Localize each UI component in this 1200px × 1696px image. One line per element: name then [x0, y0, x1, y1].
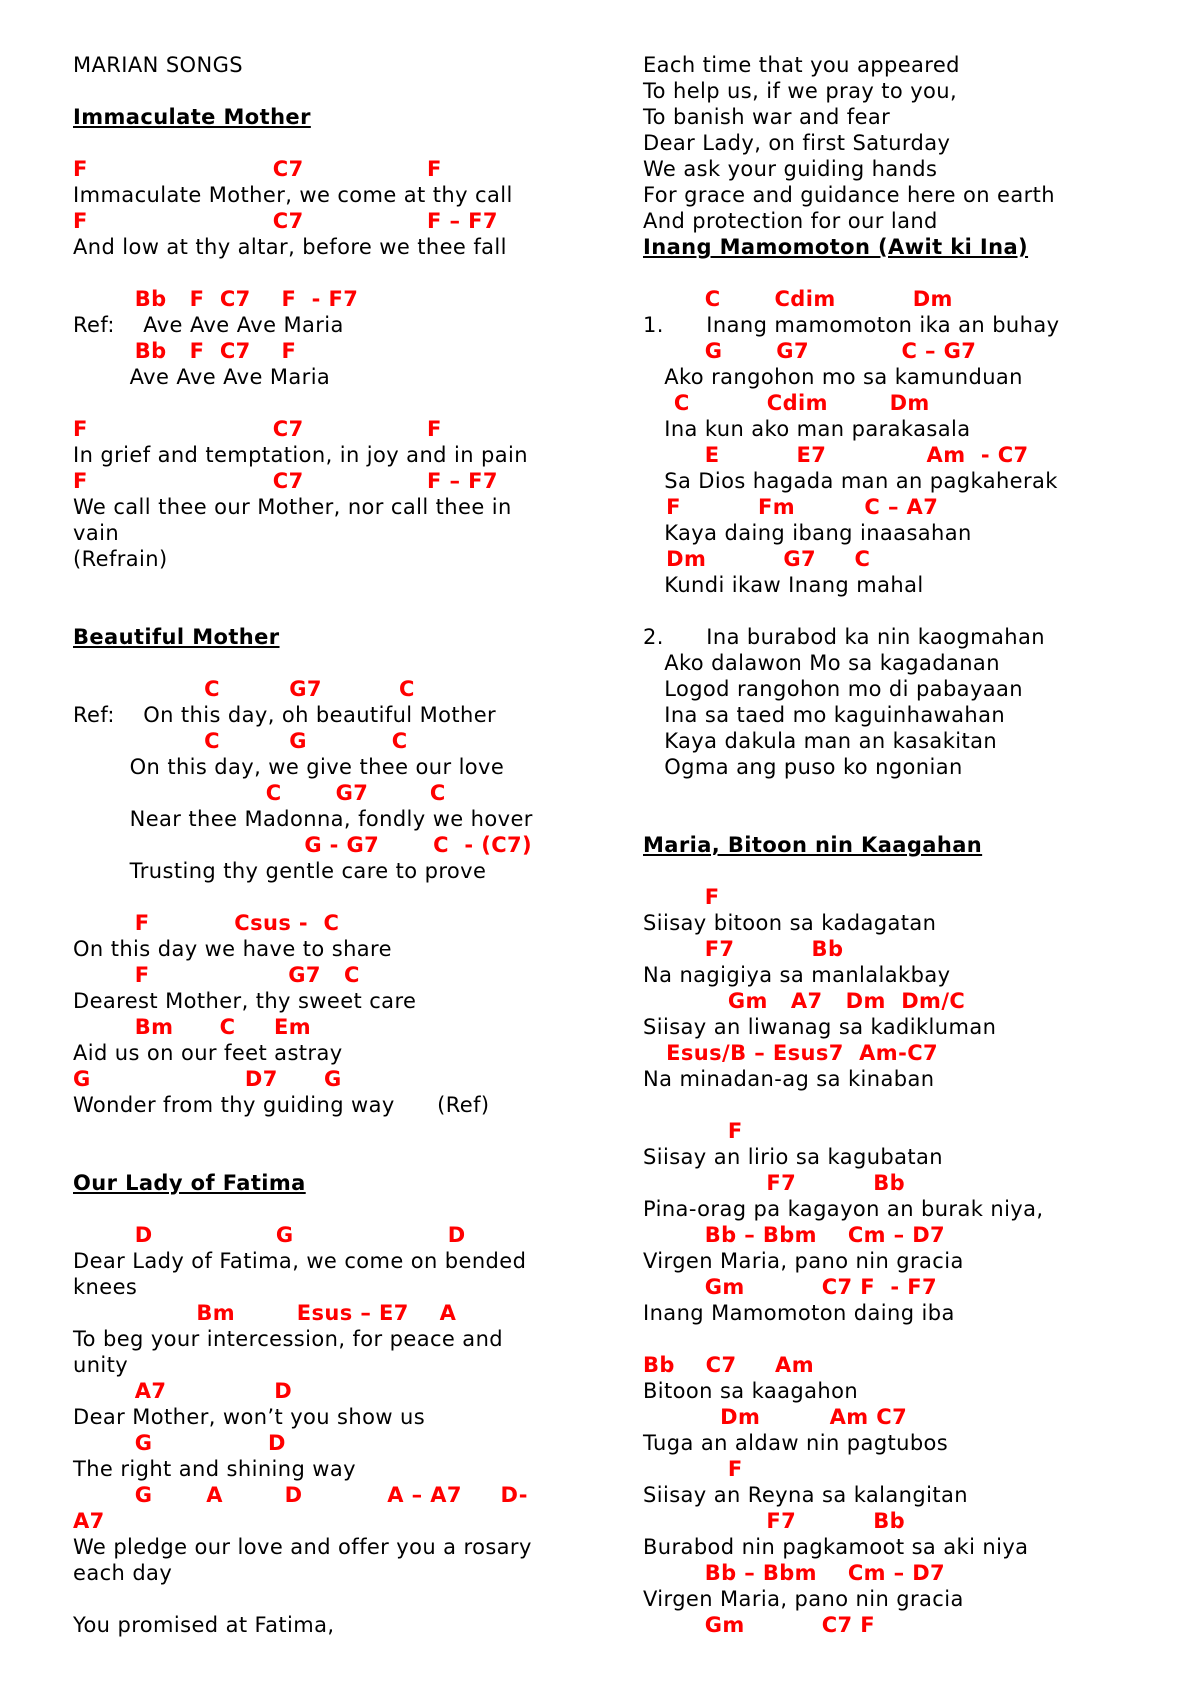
lyric-line: To help us, if we pray to you,	[643, 79, 958, 103]
lyric-line: To beg your intercession, for peace and	[73, 1327, 504, 1351]
chord-line: Dm Am C7	[643, 1405, 908, 1429]
lyric-line: Tuga an aldaw nin pagtubos	[643, 1431, 949, 1455]
lyric-line: Ogma ang puso ko ngonian	[643, 755, 963, 779]
lyric-line: Virgen Maria, pano nin gracia	[643, 1249, 964, 1273]
document-title: MARIAN SONGS	[73, 53, 243, 77]
lyric-line: Ref: Ave Ave Ave Maria	[73, 313, 344, 337]
lyric-line: Near thee Madonna, fondly we hover	[73, 807, 533, 831]
lyric-line: Immaculate Mother, we come at thy call	[73, 183, 513, 207]
lyric-line: Ako dalawon Mo sa kagadanan	[643, 651, 1000, 675]
chord-line: Gm C7 F	[643, 1613, 875, 1637]
lyric-line: You promised at Fatima,	[73, 1613, 335, 1637]
blank-line	[73, 884, 593, 910]
blank-line	[643, 260, 1163, 286]
chord-line: F Fm C – A7	[643, 495, 939, 519]
lyric-line: Bitoon sa kaagahon	[643, 1379, 859, 1403]
chord-line: A7	[73, 1509, 105, 1533]
lyric-line: Ina kun ako man parakasala	[643, 417, 971, 441]
song-title: Maria, Bitoon nin Kaagahan	[643, 833, 983, 857]
chord-line: G A D A – A7 D-	[73, 1483, 528, 1507]
chord-line: F C7 F – F7	[73, 469, 498, 493]
chord-line: Bm C Em	[73, 1015, 312, 1039]
lyric-line: Ave Ave Ave Maria	[73, 365, 331, 389]
lyric-line: And protection for our land	[643, 209, 938, 233]
lyric-line: We call thee our Mother, nor call thee in	[73, 495, 512, 519]
chord-line: Gm C7 F - F7	[643, 1275, 938, 1299]
blank-line	[73, 1118, 593, 1144]
chord-line: F	[643, 885, 720, 909]
chord-line: Esus/B – Esus7 Am-C7	[643, 1041, 939, 1065]
chord-line: Dm G7 C	[643, 547, 871, 571]
lyric-line: Aid us on our feet astray	[73, 1041, 343, 1065]
lyric-line: Kaya daing ibang inaasahan	[643, 521, 972, 545]
lyric-line: Ina sa taed mo kaguinhawahan	[643, 703, 1006, 727]
lyric-line: On this day, we give thee our love	[73, 755, 505, 779]
blank-line	[73, 598, 593, 624]
lyric-line: Logod rangohon mo di pabayaan	[643, 677, 1024, 701]
lyric-line: 2. Ina burabod ka nin kaogmahan	[643, 625, 1045, 649]
chord-line: Bm Esus – E7 A	[73, 1301, 457, 1325]
lyric-line: Ref: On this day, oh beautiful Mother	[73, 703, 497, 727]
chord-line: G D	[73, 1431, 286, 1455]
lyric-line: On this day we have to share	[73, 937, 392, 961]
lyric-line: Kaya dakula man an kasakitan	[643, 729, 998, 753]
chord-line: A7 D	[73, 1379, 293, 1403]
song-title: Inang Mamomoton (Awit ki Ina)	[643, 235, 1029, 259]
chord-line: G - G7 C - (C7)	[73, 833, 533, 857]
song-title: Immaculate Mother	[73, 105, 311, 129]
blank-line	[73, 1586, 593, 1612]
chord-line: Bb C7 Am	[643, 1353, 814, 1377]
lyric-line: knees	[73, 1275, 138, 1299]
chord-line: Bb F C7 F - F7	[73, 287, 359, 311]
blank-line	[643, 806, 1163, 832]
song-title: Our Lady of Fatima	[73, 1171, 306, 1195]
chord-line: Bb – Bbm Cm – D7	[643, 1223, 946, 1247]
chord-line: E E7 Am - C7	[643, 443, 1029, 467]
lyric-line: Siisay an Reyna sa kalangitan	[643, 1483, 968, 1507]
lyric-line: Na nagigiya sa manlalakbay	[643, 963, 951, 987]
chord-line: C G C	[73, 729, 408, 753]
lyric-line: In grief and temptation, in joy and in pain	[73, 443, 528, 467]
left-column	[73, 52, 593, 1638]
lyric-line: For grace and guidance here on earth	[643, 183, 1055, 207]
chord-line: F C7 F	[73, 417, 442, 441]
chord-line: Bb F C7 F	[73, 339, 297, 363]
chord-line: F C7 F	[73, 157, 442, 181]
chord-line: F7 Bb	[643, 1509, 906, 1533]
lyric-line: Siisay an lirio sa kagubatan	[643, 1145, 944, 1169]
chord-line: F Csus - C	[73, 911, 340, 935]
lyric-line: Trusting thy gentle care to prove	[73, 859, 487, 883]
lyric-line: vain	[73, 521, 120, 545]
lyric-line: Ako rangohon mo sa kamunduan	[643, 365, 1023, 389]
lyric-line: Dear Lady of Fatima, we come on bended	[73, 1249, 527, 1273]
blank-line	[73, 390, 593, 416]
lyric-line: Na minadan-ag sa kinaban	[643, 1067, 935, 1091]
lyric-line: We ask your guiding hands	[643, 157, 938, 181]
blank-line	[73, 1196, 593, 1222]
chord-line: Gm A7 Dm Dm/C	[643, 989, 966, 1013]
lyric-line: Kundi ikaw Inang mahal	[643, 573, 924, 597]
lyric-line: unity	[73, 1353, 129, 1377]
chord-line: G D7 G	[73, 1067, 342, 1091]
blank-line	[73, 130, 593, 156]
chord-line: F	[643, 1119, 743, 1143]
blank-line	[643, 1092, 1163, 1118]
blank-line	[73, 78, 593, 104]
chord-line: F G7 C	[73, 963, 360, 987]
lyric-line: Sa Dios hagada man an pagkaherak	[643, 469, 1058, 493]
lyric-line: Virgen Maria, pano nin gracia	[643, 1587, 964, 1611]
chord-line: F7 Bb	[643, 1171, 906, 1195]
lyric-line: (Refrain)	[73, 547, 168, 571]
lyric-line: Siisay bitoon sa kadagatan	[643, 911, 937, 935]
chord-line: F	[643, 1457, 743, 1481]
blank-line	[73, 650, 593, 676]
chord-line: C Cdim Dm	[643, 391, 930, 415]
right-column	[643, 52, 1163, 1638]
lyric-line: 1. Inang mamomoton ika an buhay	[643, 313, 1060, 337]
blank-line	[73, 572, 593, 598]
lyric-line: Wonder from thy guiding way (Ref)	[73, 1093, 490, 1117]
chord-line: F7 Bb	[643, 937, 844, 961]
lyric-line: each day	[73, 1561, 173, 1585]
lyric-line: Dearest Mother, thy sweet care	[73, 989, 417, 1013]
chord-line: D G D	[73, 1223, 466, 1247]
blank-line	[73, 1144, 593, 1170]
lyric-line: Dear Lady, on first Saturday	[643, 131, 951, 155]
blank-line	[73, 260, 593, 286]
blank-line	[643, 780, 1163, 806]
chord-line: Bb – Bbm Cm – D7	[643, 1561, 946, 1585]
blank-line	[643, 858, 1163, 884]
song-title: Beautiful Mother	[73, 625, 280, 649]
lyric-line: Burabod nin pagkamoot sa aki niya	[643, 1535, 1029, 1559]
lyric-line: To banish war and fear	[643, 105, 891, 129]
lyric-line: Inang Mamomoton daing iba	[643, 1301, 955, 1325]
lyric-line: The right and shining way	[73, 1457, 356, 1481]
lyric-line: Each time that you appeared	[643, 53, 960, 77]
blank-line	[643, 1326, 1163, 1352]
lyric-line: And low at thy altar, before we thee fall	[73, 235, 507, 259]
blank-line	[643, 598, 1163, 624]
lyric-line: Dear Mother, won’t you show us	[73, 1405, 426, 1429]
chord-line: C G7 C	[73, 781, 446, 805]
chord-line: F C7 F – F7	[73, 209, 498, 233]
chord-line: G G7 C – G7	[643, 339, 977, 363]
chord-line: C G7 C	[73, 677, 415, 701]
chord-line: C Cdim Dm	[643, 287, 953, 311]
lyric-line: Siisay an liwanag sa kadikluman	[643, 1015, 997, 1039]
lyric-line: We pledge our love and offer you a rosary	[73, 1535, 532, 1559]
lyric-line: Pina-orag pa kagayon an burak niya,	[643, 1197, 1044, 1221]
